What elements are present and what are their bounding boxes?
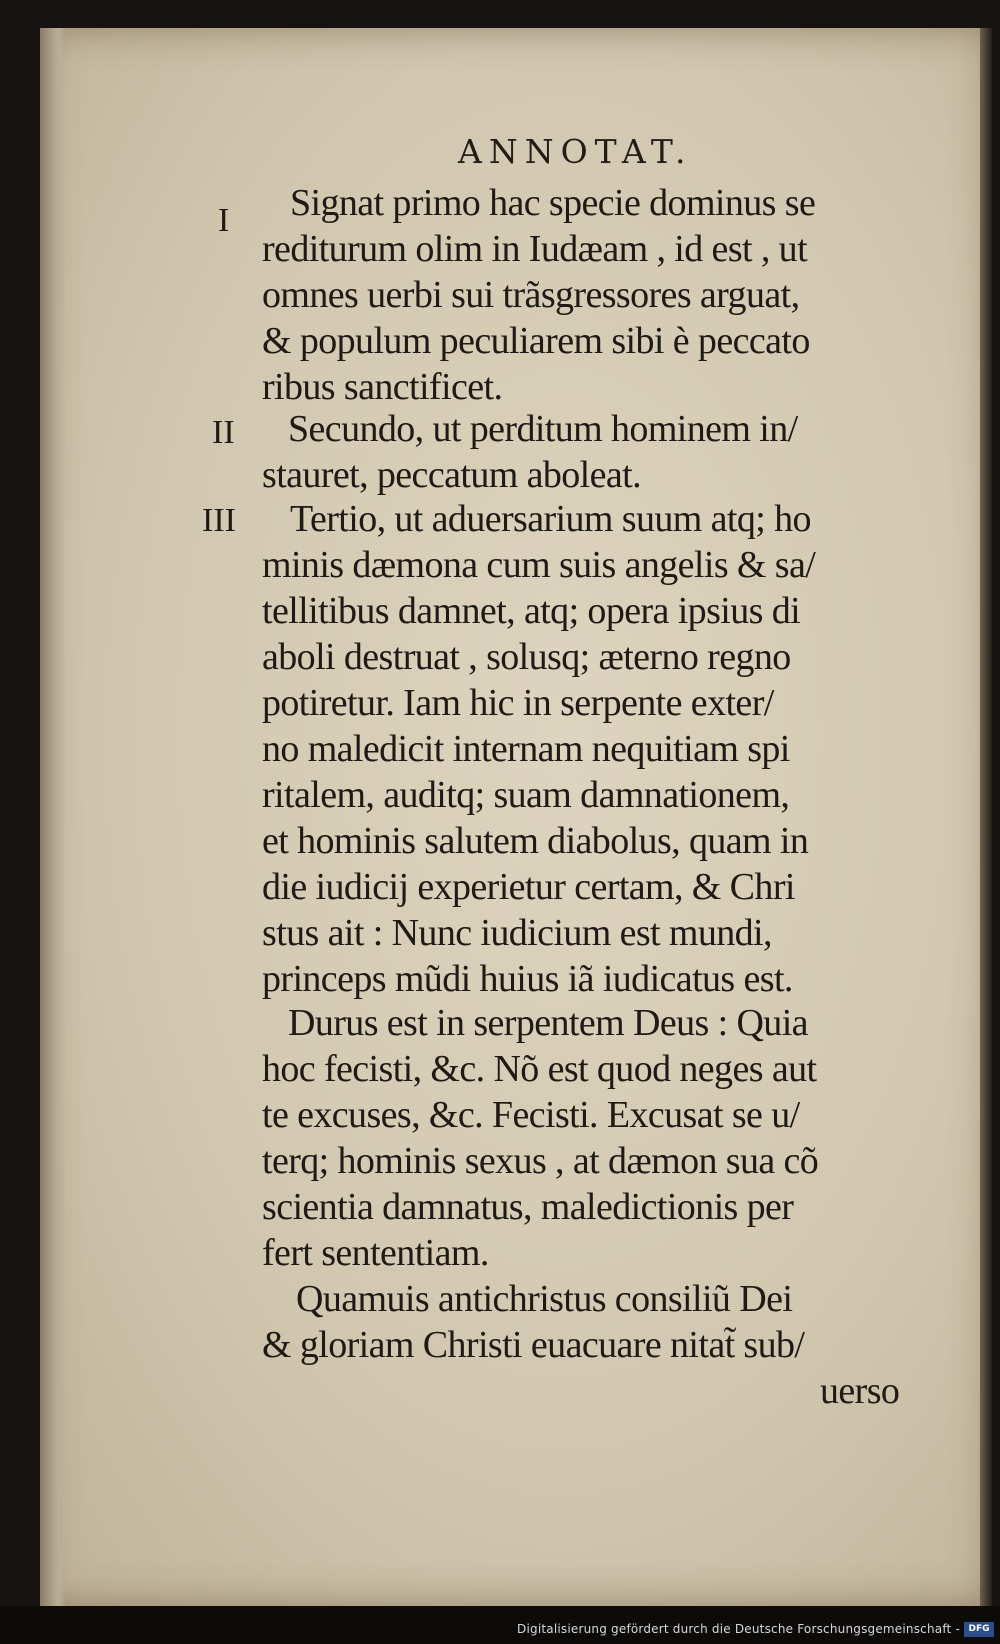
book-page — [40, 28, 992, 1606]
text-line: te excuses, &c. Fecisti. Excusat se u/ — [262, 1094, 800, 1136]
margin-marker-2: II — [212, 414, 235, 451]
text-line: & gloriam Christi euacuare nitat̃ sub/ — [262, 1324, 805, 1366]
text-line: rediturum olim in Iudæam , id est , ut — [262, 228, 808, 270]
margin-marker-3: III — [202, 502, 236, 539]
text-line: Tertio, ut aduersarium suum atq; ho — [290, 498, 811, 540]
text-line: fert sententiam. — [262, 1232, 489, 1274]
text-line: ritalem, auditq; suam damnationem, — [262, 774, 790, 816]
text-line: aboli destruat , solusq; æterno regno — [262, 636, 791, 678]
text-line: no maledicit internam nequitiam spi — [262, 728, 790, 770]
funding-notice: Digitalisierung gefördert durch die Deutsche Forschungsgemeinschaft - — [517, 1622, 960, 1636]
catchword: uerso — [820, 1370, 900, 1412]
text-line: tellitibus damnet, atq; opera ipsius di — [262, 590, 801, 632]
margin-marker-1: I — [218, 202, 230, 239]
running-header: ANNOTAT. — [458, 132, 693, 171]
text-line: Quamuis antichristus consiliũ Dei — [296, 1278, 793, 1320]
page-edge — [980, 28, 992, 1606]
text-line: & populum peculiarem sibi è peccato — [262, 320, 810, 362]
text-line: stus ait : Nunc iudicium est mundi, — [262, 912, 772, 954]
text-line: Secundo, ut perditum hominem in/ — [288, 408, 798, 450]
footer-bar — [0, 1606, 1000, 1644]
text-line: princeps mũdi huius iã iudicatus est. — [262, 958, 793, 1000]
text-line: minis dæmona cum suis angelis & sa/ — [262, 544, 816, 586]
text-line: die iudicij experietur certam, & Chri — [262, 866, 795, 908]
text-line: omnes uerbi sui trãsgressores arguat, — [262, 274, 800, 316]
text-line: ribus sanctificet. — [262, 366, 503, 408]
page-gutter — [40, 28, 66, 1606]
text-line: scientia damnatus, maledictionis per — [262, 1186, 794, 1228]
text-line: potiretur. Iam hic in serpente exter/ — [262, 682, 774, 724]
text-line: et hominis salutem diabolus, quam in — [262, 820, 809, 862]
dfg-logo-icon: DFG — [964, 1622, 994, 1637]
text-line: hoc fecisti, &c. Nõ est quod neges aut — [262, 1048, 817, 1090]
text-line: terq; hominis sexus , at dæmon sua cõ — [262, 1140, 819, 1182]
text-line: Durus est in serpentem Deus : Quia — [288, 1002, 808, 1044]
text-line: stauret, peccatum aboleat. — [262, 454, 641, 496]
text-line: Signat primo hac specie dominus se — [290, 182, 816, 224]
